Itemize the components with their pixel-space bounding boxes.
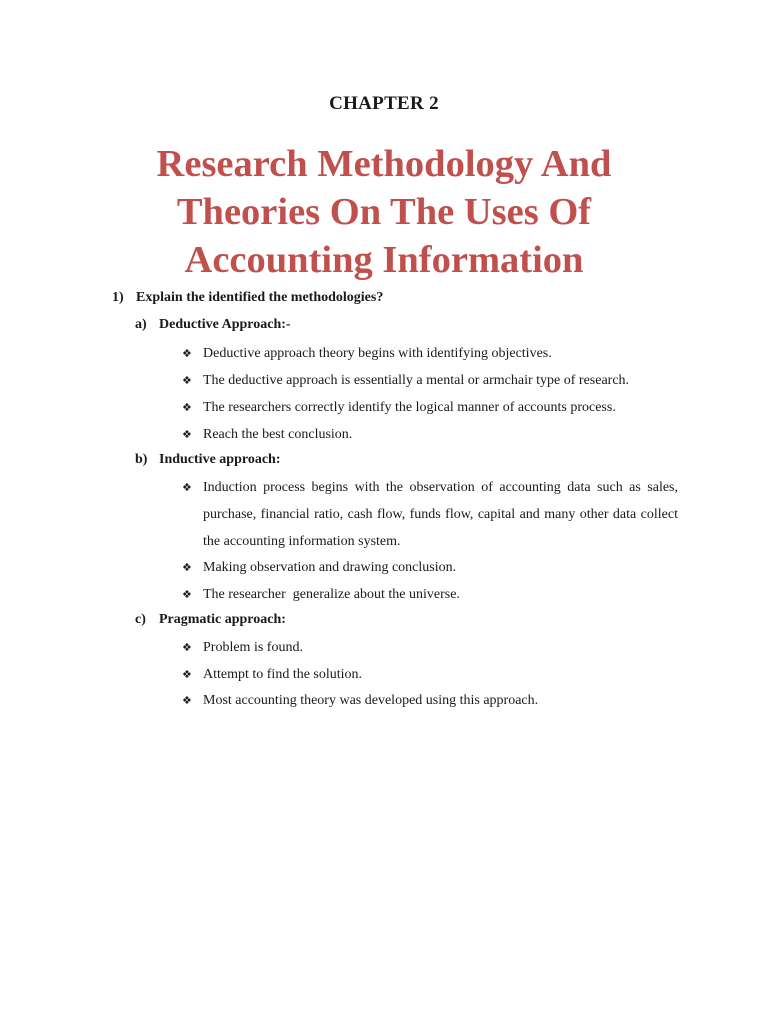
list-item bbox=[182, 394, 678, 421]
list-item bbox=[182, 367, 678, 394]
list-item-text: Induction process begins with the observation of accounting data such as sales, purchase, financial ratio, cash flow, funds flow, capital and many other data collect the accounting information system. bbox=[203, 480, 678, 549]
diamond-bullet-icon: ❖ bbox=[182, 694, 192, 707]
list-item-text: The researchers correctly identify the logical manner of accounts process. bbox=[203, 400, 616, 415]
diamond-bullet-icon: ❖ bbox=[182, 588, 192, 601]
section-title: Inductive approach: bbox=[159, 452, 281, 467]
list-item bbox=[182, 634, 678, 661]
section-heading-pragmatic bbox=[135, 612, 286, 628]
diamond-bullet-icon: ❖ bbox=[182, 481, 192, 494]
list-item-text: Reach the best conclusion. bbox=[203, 427, 353, 442]
diamond-bullet-icon: ❖ bbox=[182, 428, 192, 441]
section-title: Pragmatic approach: bbox=[159, 612, 286, 627]
list-item-text: Problem is found. bbox=[203, 640, 303, 655]
question-number: 1) bbox=[112, 290, 124, 305]
question-heading bbox=[112, 290, 383, 306]
diamond-bullet-icon: ❖ bbox=[182, 347, 192, 360]
list-item bbox=[182, 421, 678, 448]
list-item-text: The deductive approach is essentially a mental or armchair type of research. bbox=[203, 373, 630, 388]
page-title: Research Methodology And Theories On The Uses Of Accounting Information bbox=[156, 143, 612, 281]
list-item-text: Deductive approach theory begins with identifying objectives. bbox=[203, 346, 552, 361]
list-item-text: Attempt to find the solution. bbox=[203, 667, 363, 682]
diamond-bullet-icon: ❖ bbox=[182, 401, 192, 414]
diamond-bullet-icon: ❖ bbox=[182, 641, 192, 654]
chapter-label: CHAPTER 2 bbox=[329, 93, 439, 114]
list-item bbox=[182, 554, 678, 581]
diamond-bullet-icon: ❖ bbox=[182, 561, 192, 574]
section-letter: c) bbox=[135, 612, 146, 627]
section-letter: b) bbox=[135, 452, 148, 467]
list-item-text: The researcher generalize about the universe. bbox=[203, 587, 460, 602]
question-text: Explain the identified the methodologies? bbox=[136, 290, 384, 305]
list-item-text: Most accounting theory was developed using this approach. bbox=[203, 693, 539, 708]
list-item-text: Making observation and drawing conclusion. bbox=[203, 560, 457, 575]
diamond-bullet-icon: ❖ bbox=[182, 374, 192, 387]
section-heading-inductive bbox=[135, 452, 280, 468]
list-item bbox=[182, 581, 678, 608]
list-item bbox=[182, 687, 678, 714]
section-letter: a) bbox=[135, 317, 147, 332]
section-heading-deductive bbox=[135, 317, 291, 333]
list-item bbox=[182, 340, 678, 367]
list-item bbox=[182, 661, 678, 688]
section-title: Deductive Approach:- bbox=[159, 317, 291, 332]
diamond-bullet-icon: ❖ bbox=[182, 668, 192, 681]
list-item bbox=[182, 474, 678, 555]
